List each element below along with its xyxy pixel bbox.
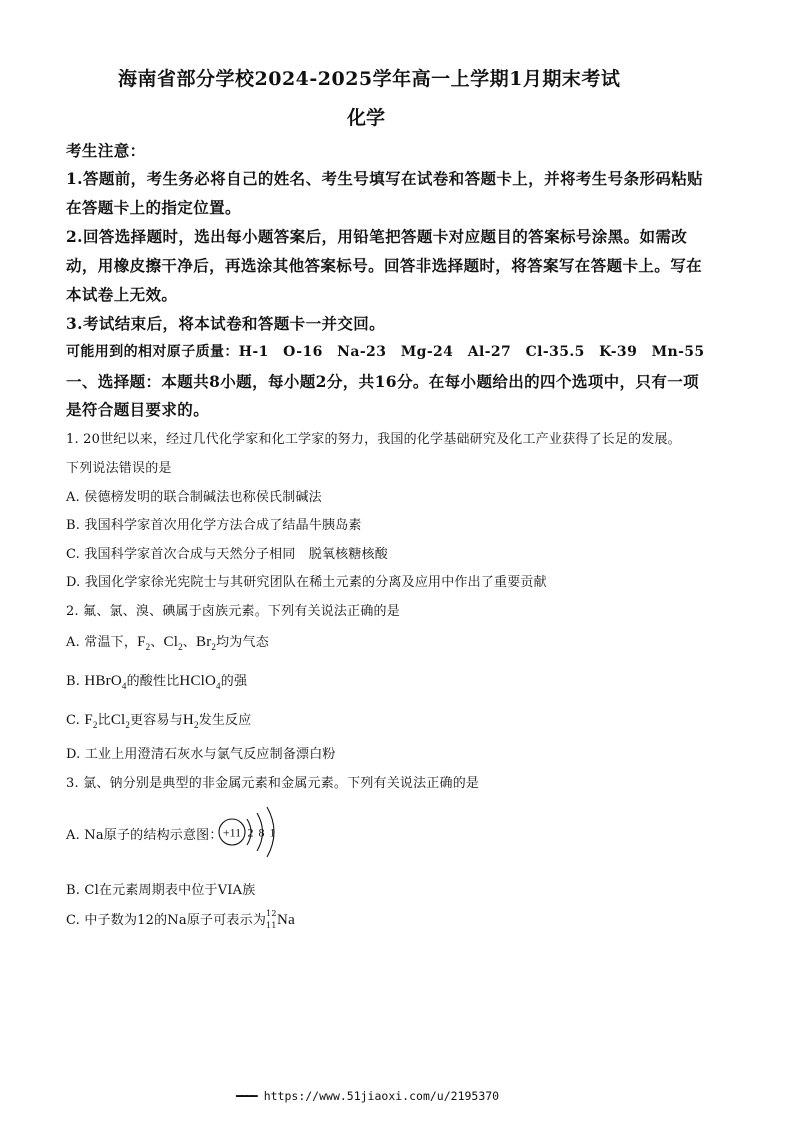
q2-b-suffix: 的强 — [220, 674, 248, 689]
separator: 、 — [150, 635, 164, 650]
br-symbol: Br — [196, 634, 212, 650]
subscript: 2 — [178, 642, 183, 652]
q1-option-b: B. 我国科学家首次用化学方法合成了结晶牛胰岛素 — [66, 518, 362, 533]
subscript: 2 — [193, 720, 199, 730]
na-symbol: Na — [277, 912, 295, 928]
footer-source — [236, 1089, 499, 1103]
hbro-symbol: HBrO — [84, 673, 122, 689]
q3-c-prefix: C. 中子数为12的Na原子可表示为 — [66, 913, 267, 928]
q2-stem: 2. 氟、氯、溴、碘属于卤族元素。下列有关说法正确的是 — [66, 604, 400, 619]
formula-h2 — [183, 712, 199, 728]
q2-option-a — [66, 631, 269, 652]
section-heading-line-1: 一、选择题：本题共8小题，每小题2分，共16分。在每小题给出的四个选项中，只有一项 — [66, 372, 700, 391]
atomic-masses: 可能用到的相对原子质量：H-1 O-16 Na-23 Mg-24 Al-27 Cl-35.5 K-39 Mn-55 — [66, 344, 705, 360]
nuclide-indices — [266, 908, 277, 930]
formula-br2 — [196, 634, 216, 650]
q2-a-suffix: 均为气态 — [216, 635, 269, 650]
section-heading-line-2: 是符合题目要求的。 — [66, 400, 210, 419]
cl-symbol: Cl — [110, 712, 126, 728]
formula-hclo4 — [179, 673, 220, 689]
subscript: 2 — [92, 720, 98, 730]
subscript: 2 — [211, 642, 217, 652]
notice-item-1-line-2: 在答题卡上的指定位置。 — [66, 198, 241, 217]
nucleus-charge: +11 — [222, 825, 242, 840]
footer-watermark-icon: ━━━━ — [236, 1089, 256, 1103]
q1-stem-line-1: 1. 20世纪以来，经过几代化学家和化工学家的努力，我国的化学基础研究及化工产业获得了长足的发展。 — [66, 432, 681, 447]
shell-2-electrons: 8 — [258, 825, 265, 840]
separator: 、 — [182, 635, 196, 650]
atomic-number: 11 — [266, 920, 277, 930]
q2-option-c — [66, 709, 251, 730]
notice-item-3: 3.考试结束后，将本试卷和答题卡一并交回。 — [66, 314, 386, 333]
f-symbol: F — [137, 634, 146, 650]
formula-hbro4 — [84, 673, 126, 689]
subscript: 2 — [125, 720, 131, 730]
q2-b-mid: 的酸性比 — [126, 674, 180, 689]
formula-f2 — [84, 712, 97, 728]
f-symbol: F — [84, 712, 93, 728]
mass-number: 12 — [266, 908, 277, 918]
notice-item-2-line-1: 2.回答选择题时，选出每小题答案后，用铅笔把答题卡对应题目的答案标号涂黑。如需改 — [66, 227, 688, 246]
shell-3-electrons: 1 — [269, 825, 276, 840]
hclo-symbol: HClO — [179, 673, 217, 689]
q2-option-d: D. 工业上用澄清石灰水与氯气反应制备漂白粉 — [66, 747, 336, 762]
q3-option-c — [66, 909, 295, 929]
cl-symbol: Cl — [163, 634, 179, 650]
q1-option-a: A. 侯德榜发明的联合制碱法也称侯氏制碱法 — [66, 490, 322, 505]
notice-item-1-line-1: 1.答题前，考生务必将自己的姓名、考生号填写在试卷和答题卡上，并将考生号条形码粘贴 — [66, 169, 704, 188]
q1-option-c: C. 我国科学家首次合成与天然分子相同 脱氧核糖核酸 — [66, 547, 388, 562]
formula-f2 — [137, 634, 150, 650]
q2-a-prefix: A. 常温下， — [66, 635, 138, 650]
formula-cl2 — [111, 712, 130, 728]
subscript: 4 — [216, 681, 221, 691]
subscript: 4 — [121, 681, 127, 691]
shell-1-electrons: 2 — [247, 825, 254, 840]
q2-c-mid-2: 更容易与 — [130, 713, 183, 728]
h-symbol: H — [182, 712, 194, 728]
q3-stem: 3. 氯、钠分别是典型的非金属元素和金属元素。下列有关说法正确的是 — [66, 776, 480, 791]
notice-item-2-line-3: 本试卷上无效。 — [66, 285, 178, 304]
q3-option-b: B. Cl在元素周期表中位于VIA族 — [66, 883, 256, 898]
q1-option-d: D. 我国化学家徐光宪院士与其研究团队在稀土元素的分离及应用中作出了重要贡献 — [66, 575, 547, 590]
formula-cl2 — [164, 634, 183, 650]
subject-title: 化学 — [347, 107, 386, 129]
q2-b-prefix: B. — [66, 674, 85, 689]
q2-c-mid-1: 比 — [97, 713, 111, 728]
q2-c-prefix: C. — [66, 713, 85, 728]
notice-heading: 考生注意： — [66, 141, 146, 160]
na-atom-structure-diagram — [214, 801, 286, 863]
q2-option-b — [66, 670, 247, 691]
q2-c-suffix: 发生反应 — [198, 713, 252, 728]
q3-option-a-label: A. Na原子的结构示意图： — [66, 828, 223, 843]
footer-url[interactable]: https://www.51jiaoxi.com/u/2195370 — [263, 1089, 500, 1103]
page-title: 海南省部分学校2024-2025学年高一上学期1月期末考试 — [118, 68, 621, 90]
subscript: 2 — [145, 642, 151, 652]
q1-stem-line-2: 下列说法错误的是 — [66, 461, 172, 476]
notice-item-2-line-2: 动，用橡皮擦干净后，再选涂其他答案标号。回答非选择题时，将答案写在答题卡上。写在 — [66, 256, 703, 275]
